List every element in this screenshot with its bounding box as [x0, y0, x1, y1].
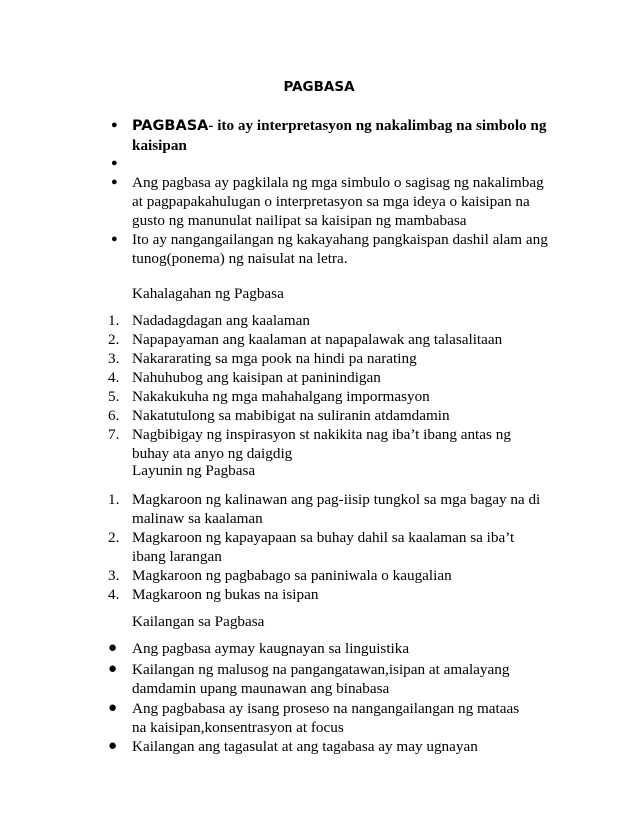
list-number: 4. [108, 586, 120, 603]
bullet-icon: ● [108, 661, 118, 677]
list-number: 5. [108, 388, 120, 405]
list-number: 4. [108, 369, 120, 386]
bullet-icon: ● [111, 119, 118, 131]
list-number: 3. [108, 567, 120, 584]
list-item-text: Ang pagbabasa ay isang proseso na nangangailangan ng mataas na kaisipan,konsentrasyon at focus [132, 700, 520, 736]
list-item-text: Nahuhubog ang kaisipan at paninindigan [132, 369, 381, 386]
list-item-text: Magkaroon ng kapayapaan sa buhay dahil sa kaalaman sa iba’t ibang larangan [132, 529, 515, 565]
list-number: 2. [108, 331, 120, 348]
list-number: 1. [108, 312, 120, 329]
definition-text: - ito ay interpretasyon ng nakalimbag na simbolo ng kaisipan [132, 117, 547, 154]
list-number: 2. [108, 529, 120, 546]
definition-term: PAGBASA [132, 118, 209, 134]
bullet-icon: ● [111, 176, 118, 188]
section-heading-kailangan: Kailangan sa Pagbasa [132, 613, 265, 630]
list-number: 6. [108, 407, 120, 424]
list-item-text: Nadadagdagan ang kaalaman [132, 312, 310, 329]
bullet-icon: ● [108, 640, 118, 656]
bullet-icon: ● [111, 233, 118, 245]
bullet-icon: ● [108, 738, 118, 754]
list-item-text: Nagbibigay ng inspirasyon st nakikita nag iba’t ibang antas ng buhay ata anyo ng daigdig [132, 426, 511, 462]
list-number: 7. [108, 426, 120, 443]
document-title: PAGBASA [283, 79, 355, 95]
list-item-text: Magkaroon ng bukas na isipan [132, 586, 319, 603]
list-number: 1. [108, 491, 120, 508]
list-item-text: Napapayaman ang kaalaman at napapalawak ang talasalitaan [132, 331, 503, 348]
list-item-text: Nakararating sa mga pook na hindi pa narating [132, 350, 417, 367]
list-item-text: Ang pagbasa aymay kaugnayan sa linguistika [132, 640, 410, 657]
section-heading-layunin: Layunin ng Pagbasa [132, 462, 256, 479]
bullet-icon: ● [111, 157, 118, 169]
list-item-text: Magkaroon ng kalinawan ang pag-iisip tungkol sa mga bagay na di malinaw sa kaalaman [132, 491, 541, 527]
bullet-text: Ito ay nangangailangan ng kakayahang pangkaispan dashil alam ang tunog(ponema) ng naisulat na letra. [132, 231, 548, 267]
list-number: 3. [108, 350, 120, 367]
list-item-text: Nakatutulong sa mabibigat na suliranin atdamdamin [132, 407, 450, 424]
list-item-text: Kailangan ang tagasulat at ang tagabasa ay may ugnayan [132, 738, 478, 755]
list-item-text: Kailangan ng malusog na pangangatawan,isipan at amalayang damdamin upang maunawan ang binabasa [132, 661, 510, 697]
bullet-text: Ang pagbasa ay pagkilala ng mga simbulo o sagisag ng nakalimbag at pagpapakahulugan o interpretasyon sa mga ideya o kaisipan na gusto ng manunulat nailipat sa kaisipan ng mambabasa [132, 174, 544, 229]
bullet-icon: ● [108, 700, 118, 716]
section-heading-kahalagahan: Kahalagahan ng Pagbasa [132, 285, 284, 302]
list-item-text: Magkaroon ng pagbabago sa paniniwala o kaugalian [132, 567, 452, 584]
list-item-text: Nakakukuha ng mga mahahalgang impormasyon [132, 388, 430, 405]
